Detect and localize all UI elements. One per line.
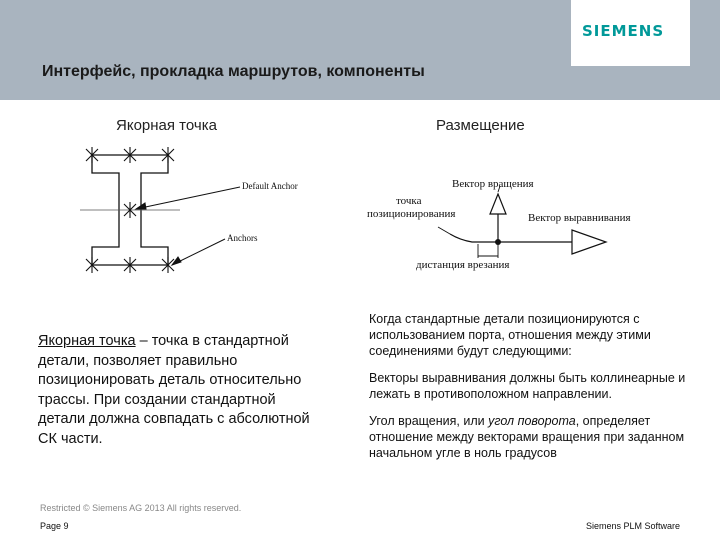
alignment-vector-arrow: [572, 230, 606, 254]
subtitle-placement: Размещение: [436, 117, 525, 134]
default-anchor-leader: [136, 187, 240, 209]
p3-italic: угол поворота: [488, 414, 576, 428]
anchor-definition: – точка в стандартной детали, позволяет правильно позиционировать деталь относительно трассы. При создании стандартной детали должна совпадать с абсолютной СК части.: [38, 333, 310, 447]
anchor-description: [38, 332, 323, 449]
anchor-term: Якорная точка: [38, 333, 136, 349]
placement-paragraph-1: Когда стандартные детали позиционируются с использованием порта, отношения между этими соединениями будут следующими:: [369, 312, 651, 358]
header-bar: [0, 0, 720, 100]
placement-description: [369, 311, 689, 472]
rotation-vector-arrow: [490, 194, 506, 214]
p3-end: , определяет отношение между векторами вращения при заданном начальном угле в ноль градусов: [369, 414, 685, 460]
port-point: [495, 239, 501, 245]
position-leader: [438, 227, 450, 234]
placement-paragraph-3: [369, 413, 689, 461]
placement-paragraph-2: Векторы выравнивания должны быть коллинеарные и лежать в противоположном направлении.: [369, 371, 686, 401]
footer-copyright: Restricted © Siemens AG 2013 All rights reserved.: [40, 503, 242, 513]
label-cut-distance: дистанция врезания: [416, 259, 510, 271]
anchor-point-figure: [70, 145, 325, 280]
footer-page-number: Page 9: [40, 521, 69, 531]
label-position-point-1: точка: [396, 195, 422, 207]
page-title: Интерфейс, прокладка маршрутов, компоненты: [42, 63, 425, 80]
label-rotation-vector: Вектор вращения: [452, 178, 534, 190]
logo-box: [571, 0, 690, 66]
siemens-logo: SIEMENS: [582, 22, 665, 40]
cut-distance-bracket: [478, 244, 498, 258]
label-position-point-2: позиционирования: [367, 208, 456, 220]
p3-start: Угол вращения, или: [369, 414, 489, 428]
label-default-anchor: Default Anchor: [242, 181, 298, 191]
label-alignment-vector: Вектор выравнивания: [528, 212, 631, 224]
position-curve: [450, 234, 498, 242]
placement-figure: [360, 172, 670, 277]
label-anchors: Anchors: [227, 233, 258, 243]
subtitle-anchor-point: Якорная точка: [116, 117, 217, 134]
footer-company: Siemens PLM Software: [586, 521, 681, 531]
